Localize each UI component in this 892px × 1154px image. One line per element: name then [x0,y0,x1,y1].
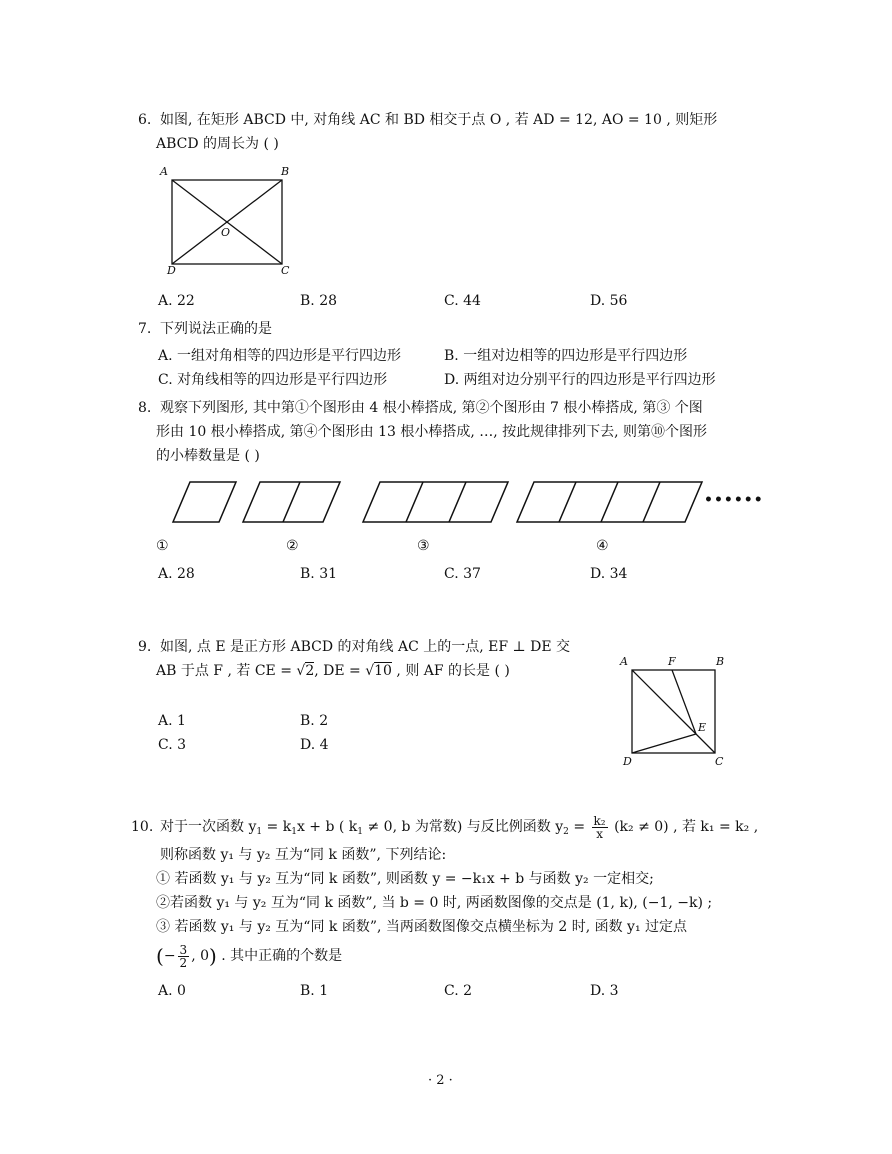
q10-point-frac-numerator: 3 [179,942,188,957]
q10-option-c: C. 2 [444,983,473,999]
q10-stem-line4: ②若函数 y₁ 与 y₂ 互为“同 k 函数”, 当 b = 0 时, 两函数图像的交点是 (1, k), (−1, −k) ; [156,895,713,911]
q10-line6-tail: . 其中正确的个数是 [216,948,343,964]
q10-frac-denominator: x [596,826,603,841]
q9-stem-line2-a: AB 于点 F , 若 CE = [156,663,297,679]
q10-line1-a: 对于一次函数 y [160,819,257,835]
q9-option-d: D. 4 [300,737,329,753]
q9-option-b: B. 2 [300,713,329,729]
q9-number: 9. [138,639,152,655]
q10-line1-c: x + b ( k [296,819,358,835]
q6-option-c: C. 44 [444,293,481,309]
q8-fig-label-3: ③ [417,538,430,554]
q10-stem-line2: 则称函数 y₁ 与 y₂ 互为“同 k 函数”, 下列结论: [160,847,447,863]
q9-label-e: E [698,721,707,734]
q10-point-frac-denominator: 2 [179,955,188,970]
q7-option-a: A. 一组对角相等的四边形是平行四边形 [158,348,402,364]
q8-number: 8. [138,400,152,416]
left-paren: ( [156,944,164,968]
page-number: · 2 · [428,1073,453,1088]
q8-option-d: D. 34 [590,566,628,582]
q9-option-a: A. 1 [158,713,186,729]
q8-option-a: A. 28 [158,566,195,582]
subscript: 1 [357,827,364,837]
q9-label-d: D [623,755,632,768]
right-paren: ) [209,944,217,968]
q7-option-c: C. 对角线相等的四边形是平行四边形 [158,372,388,388]
q10-option-b: B. 1 [300,983,329,999]
q8-option-b: B. 31 [300,566,338,582]
q8-option-c: C. 37 [444,566,481,582]
q10-line1-b: = k [262,819,292,835]
q6-label-b: B [281,165,290,178]
q6-number: 6. [138,112,152,128]
q6-label-o: O [221,226,231,239]
q9-label-b: B [716,655,725,668]
q6-option-a: A. 22 [158,293,195,309]
q9-sqrt-2: 2 [305,663,315,679]
q10-frac-numerator: k₂ [593,813,606,828]
q10-stem-line3: ① 若函数 y₁ 与 y₂ 互为“同 k 函数”, 则函数 y = −k₁x + b 与函数 y₂ 一定相交; [156,871,654,887]
q10-option-a: A. 0 [158,983,186,999]
q10-point-fraction [178,944,190,969]
subscript: 1 [291,827,297,837]
q10-line6-zero: , 0 [191,948,209,964]
q10-line6-minus: − [163,948,176,964]
q10-line1-d: ≠ 0, b 为常数) 与反比例函数 y [363,819,564,835]
q9-stem-line2-c: , 则 AF 的长是 ( ) [391,663,510,679]
q9-label-c: C [715,755,724,768]
q6-label-d: D [167,264,176,277]
q6-label-a: A [160,165,168,178]
q6-option-d: D. 56 [590,293,628,309]
q10-stem-line1 [160,812,758,847]
sqrt-sign: √ [365,663,375,679]
q6-stem-line2: ABCD 的周长为 ( ) [156,136,279,152]
sqrt-sign: √ [296,663,306,679]
q10-stem-line5: ③ 若函数 y₁ 与 y₂ 互为“同 k 函数”, 当两函数图像交点横坐标为 2 时, 函数 y₁ 过定点 [156,919,688,935]
q6-stem-line1: 如图, 在矩形 ABCD 中, 对角线 AC 和 BD 相交于点 O , 若 AD = 12, AO = 10 , 则矩形 [160,112,718,128]
q10-fraction [592,815,608,840]
q9-option-c: C. 3 [158,737,187,753]
q7-number: 7. [138,321,152,337]
q8-fig-label-4: ④ [596,538,609,554]
q9-label-f: F [668,655,676,668]
q10-number: 10. [131,819,154,835]
q9-stem-line2-b: , DE = [314,663,366,679]
q6-label-c: C [281,264,290,277]
q8-continuation-dots: •••••• [704,492,764,508]
q8-fig-label-1: ① [156,538,169,554]
q10-line1-e: = [568,819,590,835]
q8-stem-line2: 形由 10 根小棒搭成, 第④个图形由 13 根小棒搭成, …, 按此规律排列下去, 则第⑩个图形 [156,424,708,440]
q10-line1-f: (k₂ ≠ 0) , 若 k₁ = k₂ , [609,819,759,835]
subscript: 1 [256,827,263,837]
q8-fig-label-2: ② [286,538,299,554]
q10-stem-line6 [156,941,342,971]
q7-option-b: B. 一组对边相等的四边形是平行四边形 [444,348,688,364]
q7-stem: 下列说法正确的是 [160,321,272,337]
q9-sqrt-10: 10 [374,663,392,679]
q10-option-d: D. 3 [590,983,619,999]
q8-stem-line3: 的小棒数量是 ( ) [156,448,260,464]
q9-label-a: A [620,655,628,668]
q6-option-b: B. 28 [300,293,338,309]
subscript: 2 [563,827,569,837]
q9-stem-line1: 如图, 点 E 是正方形 ABCD 的对角线 AC 上的一点, EF ⊥ DE 交 [160,639,571,655]
q7-option-d: D. 两组对边分别平行的四边形是平行四边形 [444,372,716,388]
q8-stem-line1: 观察下列图形, 其中第①个图形由 4 根小棒搭成, 第②个图形由 7 根小棒搭成, 第③ 个图 [160,400,703,416]
